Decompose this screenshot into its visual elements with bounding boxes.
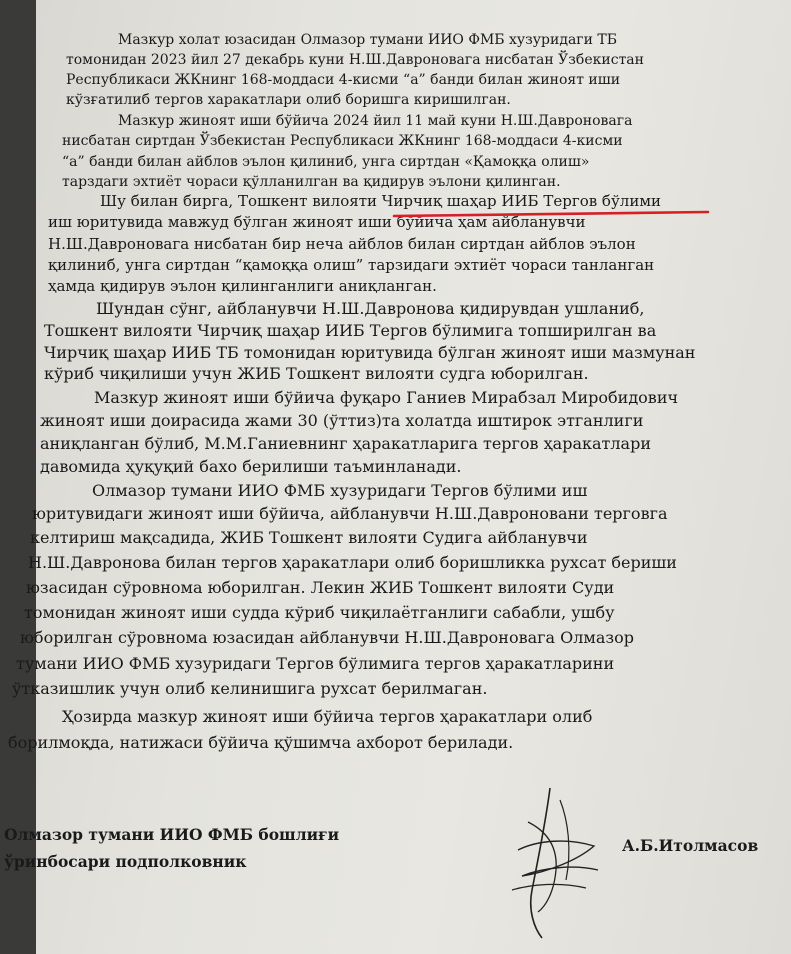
text-line: кўриб чиқилиши учун ЖИБ Тошкент вилояти судга юборилган. [44, 364, 589, 383]
text-line: юритувидаги жиноят иши бўйича, айбланувчи Н.Ш.Давроновани терговга [32, 504, 668, 523]
signatory-title-line1: Олмазор тумани ИИО ФМБ бошлиғи [4, 825, 340, 844]
text-line: иш юритувида мавжуд бўлган жиноят иши бўйича ҳам айбланувчи [48, 213, 586, 231]
text-line: жиноят иши доирасида жами 30 (ўттиз)та холатда иштирок этганлиги [40, 411, 644, 430]
text-line: ўтказишлик учун олиб келинишига рухсат берилмаган. [12, 679, 488, 698]
text-line: Чирчиқ шаҳар ИИБ ТБ томонидан юритувида бўлган жиноят иши мазмунан [44, 343, 696, 362]
text-line: Мазкур холат юзасидан Олмазор тумани ИИО ФМБ хузуридаги ТБ [118, 32, 618, 48]
text-line: давомида ҳуқуқий бахо берилиши таъминланади. [40, 457, 462, 476]
text-line: юборилган сўровнома юзасидан айбланувчи Н.Ш.Давроновага Олмазор [20, 628, 635, 647]
text-line: келтириш мақсадида, ЖИБ Тошкент вилояти Судига айбланувчи [30, 528, 588, 547]
text-line: томонидан 2023 йил 27 декабрь куни Н.Ш.Давроновага нисбатан Ўзбекистан [66, 52, 644, 68]
text-line: Тошкент вилояти Чирчиқ шаҳар ИИБ Тергов бўлимига топширилган ва [44, 321, 657, 340]
signatory-name: А.Б.Итолмасов [622, 836, 759, 855]
text-line: борилмоқда, натижаси бўйича қўшимча ахборот берилади. [8, 733, 514, 752]
text-line: “а” банди билан айблов эълон қилиниб, унга сиртдан «Қамоққа олиш» [62, 154, 590, 170]
text-line: Шу билан бирга, Тошкент вилояти Чирчиқ шаҳар ИИБ Тергов бўлими [100, 192, 661, 210]
red-underline-mark [392, 210, 710, 218]
text-line: тумани ИИО ФМБ хузуридаги Тергов бўлимига тергов ҳаракатларини [16, 654, 615, 673]
text-line: кўзғатилиб тергов харакатлари олиб боришга киришилган. [66, 92, 511, 108]
text-line: Н.Ш.Давронова билан тергов ҳаракатлари олиб боришликка рухсат бериши [28, 553, 677, 572]
text-line: Н.Ш.Давроновага нисбатан бир неча айблов билан сиртдан айблов эълон [48, 235, 636, 253]
text-line: юзасидан сўровнома юборилган. Лекин ЖИБ Тошкент вилояти Суди [26, 578, 615, 597]
text-line: нисбатан сиртдан Ўзбекистан Республикаси ЖКнинг 168-моддаси 4-кисми [62, 133, 623, 149]
text-line: Ҳозирда мазкур жиноят иши бўйича тергов ҳаракатлари олиб [62, 707, 593, 726]
text-line: томонидан жиноят иши судда кўриб чиқилаётганлиги сабабли, ушбу [24, 603, 615, 622]
text-line: қилиниб, унга сиртдан “қамоққа олиш” тарзидаги эхтиёт чораси танланган [48, 256, 655, 274]
text-line: аниқланган бўлиб, М.М.Ганиевнинг ҳаракатларига тергов ҳаракатлари [40, 434, 651, 453]
text-line: ҳамда қидирув эълон қилинганлиги аниқланган. [48, 277, 437, 295]
signatory-title-line2: ўринбосари подполковник [4, 852, 247, 871]
text-line: Республикаси ЖКнинг 168-моддаси 4-кисми “а” банди билан жиноят иши [66, 72, 621, 88]
text-line: Олмазор тумани ИИО ФМБ хузуридаги Тергов бўлими иш [92, 481, 588, 500]
text-line: тарздаги эхтиёт чораси қўлланилган ва қидирув эълони қилинган. [62, 174, 561, 190]
handwritten-signature [498, 780, 608, 945]
text-line: Мазкур жиноят иши бўйича 2024 йил 11 май куни Н.Ш.Давроновага [118, 113, 633, 129]
text-line: Мазкур жиноят иши бўйича фуқаро Ганиев Мирабзал Миробидович [94, 388, 679, 407]
text-line: Шундан сўнг, айбланувчи Н.Ш.Давронова қидирувдан ушланиб, [96, 299, 645, 318]
